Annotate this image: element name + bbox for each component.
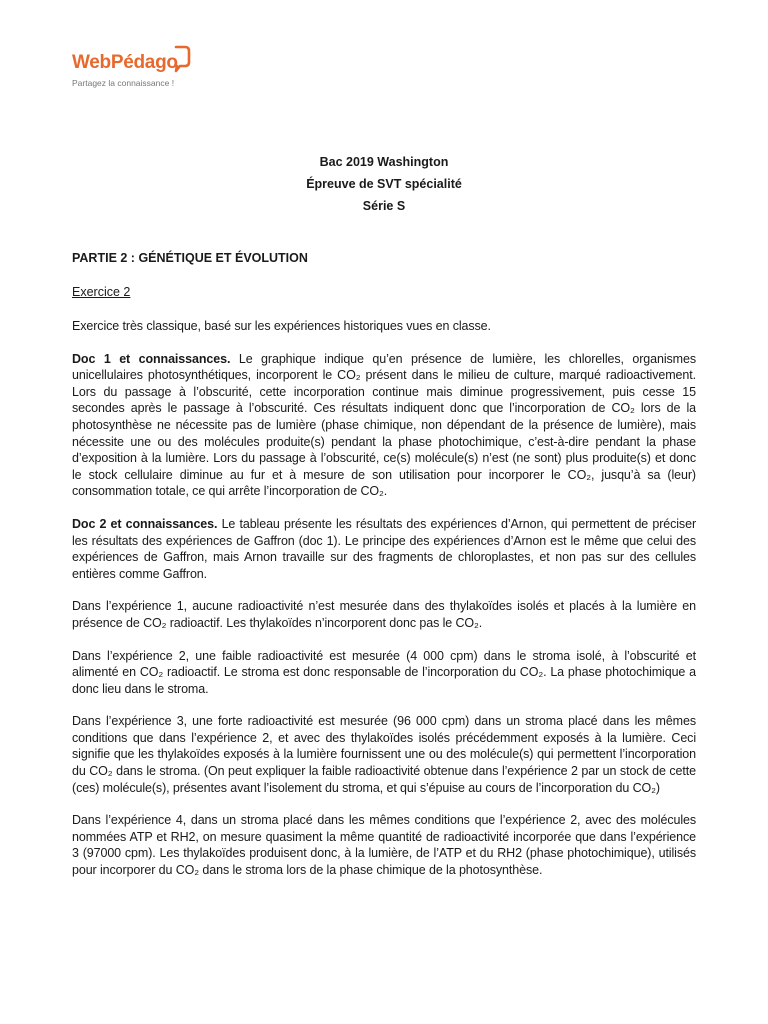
experiment-1-paragraph: Dans l’expérience 1, aucune radioactivité n’est mesurée dans des thylakoïdes isolés et placés à la lumière en présence de CO₂ radioactif. Les thylakoïdes n’incorporent donc pas le CO₂. <box>72 599 696 630</box>
doc1-text: Le graphique indique qu’en présence de lumière, les chlorelles, organismes unicellulaires photosynthétiques, incorporent le CO₂ présent dans le milieu de culture, marqué radioactivement. Lors du passage à l’obscurité, cette incorporation continue mais diminue progressivement, puis cesse 15 secondes après le passage à l’obscurité. Ces résultats indiquent donc que l’incorporation de CO₂ lors de la photosynthèse ne nécessite pas de lumière (phase chimique, non dépendant de la présence de lumière), mais nécessite une ou des molécules produite(s) pendant la phase photochimique, c’est-à-dire pendant la phase d’exposition à la lumière. Lors du passage à l’obscurité, ce(s) molécule(s) n’est (ne sont) plus produite(s) et donc le stock cellulaire diminue au fur et à mesure de son utilisation pour incorporer le CO₂, jusqu’à sa (leur) consommation totale, ce qui arrête l’incorporation de CO₂. <box>72 351 696 499</box>
experiment-4-paragraph: Dans l’expérience 4, dans un stroma placé dans les mêmes conditions que l’expérience 2, avec des molécules nommées ATP et RH2, on mesure quasiment la même quantité de radioactivité incorporée que dans l’expérience 3 (97000 cpm). Les thylakoïdes produisent donc, à la lumière, de l’ATP et du RH2 (phase photochimique), utilisés pour incorporer du CO₂ dans le stroma lors de la phase chimique de la photosynthèse. <box>72 813 696 878</box>
document-header <box>0 151 768 217</box>
doc2-text: Le tableau présente les résultats des expériences d’Arnon, qui permettent de préciser les résultats des expériences de Gaffron (doc 1). Le principe des expériences d’Arnon est le même que celui des expériences de Gaffron, mais Arnon travaille sur des fragments de chloroplastes, et non pas sur des cellules entières comme Gaffron. <box>72 516 697 581</box>
intro-paragraph: Exercice très classique, basé sur les expériences historiques vues en classe. <box>72 319 491 333</box>
experiment-3-paragraph: Dans l’expérience 3, une forte radioactivité est mesurée (96 000 cpm) dans un stroma placé dans les mêmes conditions que dans l’expérience 2, et avec des thylakoïdes isolés précédemment exposés à la lumière. Ceci signifie que les thylakoïdes exposés à la lumière fournissent une ou des molécule(s) qui permettent l’incorporation du CO₂ dans le stroma. (On peut expliquer la faible radioactivité obtenue dans l’expérience 2 par un stock de cette (ces) molécule(s), présentes avant l’isolement du stroma, et qui s’épuise au cours de l’incorporation du CO₂) <box>72 714 696 795</box>
doc2-lead: Doc 2 et connaissances. <box>72 516 218 531</box>
experiment-2-paragraph: Dans l’expérience 2, une faible radioactivité est mesurée (4 000 cpm) dans le stroma isolé, à l’obscurité et alimenté en CO₂ radioactif. Le stroma est donc responsable de l’incorporation du CO₂. La phase photochimique a donc lieu dans le stroma. <box>72 648 696 696</box>
logo-name: WebPédago <box>72 52 178 73</box>
webpedago-logo <box>72 42 202 92</box>
document-body <box>72 250 696 879</box>
speech-bubble-icon <box>173 45 191 73</box>
exam-series: Série S <box>362 199 406 213</box>
exam-title: Bac 2019 Washington <box>319 155 449 169</box>
part-heading: PARTIE 2 : GÉNÉTIQUE ET ÉVOLUTION <box>72 251 308 265</box>
doc1-paragraph <box>72 351 696 500</box>
doc2-paragraph <box>72 516 696 582</box>
logo-tagline: Partagez la connaissance ! <box>72 78 175 88</box>
exam-subject: Épreuve de SVT spécialité <box>306 177 462 191</box>
doc1-lead: Doc 1 et connaissances. <box>72 351 231 366</box>
exercise-title: Exercice 2 <box>72 285 131 299</box>
